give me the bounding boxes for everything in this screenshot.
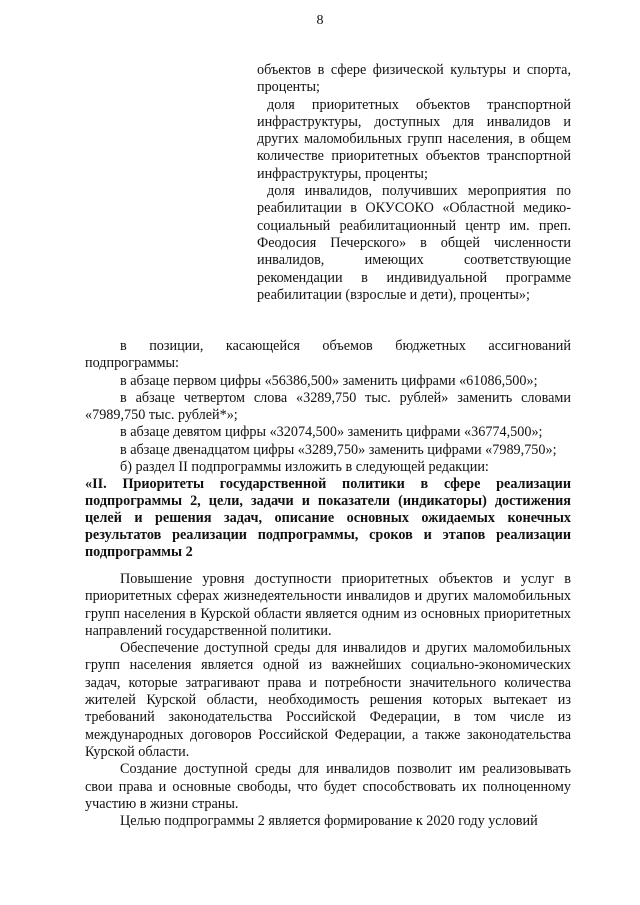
indicator-transport-infrastructure: доля приоритетных объектов транспортной инфраструктуры, доступных для инвалидов и других маломобильных групп населения, в общем количестве приоритетных объектов транспортной инфраструктуры, проценты; <box>257 96 571 182</box>
indicator-rehabilitation: доля инвалидов, получивших мероприятия по реабилитации в ОКУСОКО «Областной медико-социальный реабилитационный центр им. преп. Феодосия Печерского» в общей численности инвалидов, имеющих соответствующие рекомендации в индивидуальной программе реабилитации (взрослые и дети), проценты»; <box>257 183 571 303</box>
amendment-paragraph-fourth: в абзаце четвертом слова «3289,750 тыс. рублей» заменить словами «7989,750 тыс. рублей*»; <box>85 389 571 424</box>
body-paragraph-4: Целью подпрограммы 2 является формирование к 2020 году условий <box>120 813 538 830</box>
indicator-sport-objects: объектов в сфере физической культуры и спорта, проценты; <box>257 62 571 96</box>
body-paragraph-3: Создание доступной среды для инвалидов позволит им реализовывать свои права и основные свободы, что будет способствовать их полноценному участию в жизни страны. <box>85 761 571 812</box>
amendment-paragraph-ninth: в абзаце девятом цифры «32074,500» заменить цифрами «36774,500»; <box>120 424 543 441</box>
body-paragraph-2: Обеспечение доступной среды для инвалидов и других маломобильных групп населения является одной из важнейших социально-экономических задач, которые затрагивают права и потребности значительного количества жителей Курской области, необходимость решения которых вытекает из требований законодательства Российской Федерации, в том числе из международных договоров Российской Федерации, а также законодательства Курской области. <box>85 640 571 760</box>
amendment-section-two: б) раздел II подпрограммы изложить в следующей редакции: <box>120 459 489 476</box>
page-number: 8 <box>316 13 324 28</box>
body-paragraph-1: Повышение уровня доступности приоритетных объектов и услуг в приоритетных сферах жизнедеятельности инвалидов и других маломобильных групп населения в Курской области является одним из основных приоритетных направлений государственной политики. <box>85 571 571 639</box>
amendments-section <box>85 338 571 561</box>
amendment-paragraph-twelfth: в абзаце двенадцатом цифры «3289,750» заменить цифрами «7989,750»; <box>120 441 557 458</box>
indicator-list-continuation <box>257 62 571 304</box>
amendment-budget-position: в позиции, касающейся объемов бюджетных ассигнований подпрограммы: <box>85 338 571 372</box>
section-heading: «II. Приоритеты государственной политики в сфере реализации подпрограммы 2, цели, задачи и показатели (индикаторы) достижения целей и решения задач, описание основных ожидаемых конечных результатов реализации подпрограммы, сроков и этапов реализации подпрограммы 2 <box>85 476 571 561</box>
amendment-paragraph-first: в абзаце первом цифры «56386,500» заменить цифрами «61086,500»; <box>120 372 538 389</box>
section-body <box>85 571 571 830</box>
